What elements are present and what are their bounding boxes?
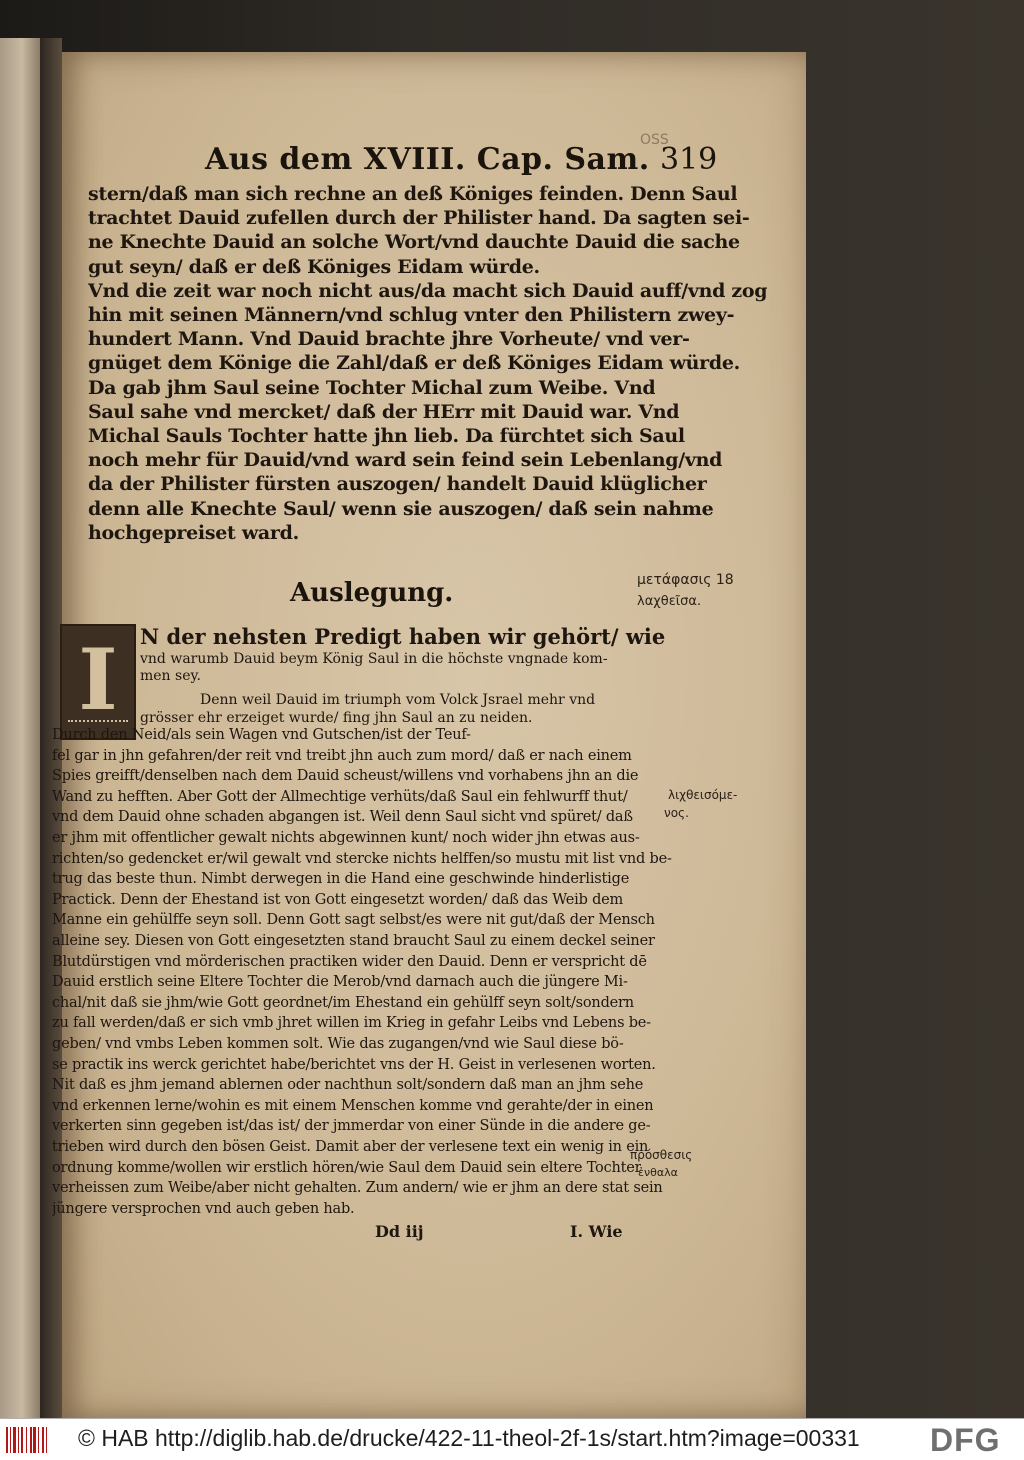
barcode-stripe xyxy=(13,1427,16,1453)
scripture-line: hochgepreiset ward. xyxy=(88,521,299,544)
body-line: fel gar in jhn gefahren/der reit vnd treibt jhn auch zum mord/ daß er nach einem xyxy=(52,747,632,764)
running-head-title: Aus dem XVIII. Cap. Sam. xyxy=(205,142,650,177)
marginal-note: λιχθεισόμε- xyxy=(668,788,738,802)
scripture-line: Da gab jhm Saul seine Tochter Michal zum Weibe. Vnd xyxy=(88,376,656,399)
barcode-stripe xyxy=(6,1427,8,1453)
intro-line: N der nehsten Predigt haben wir gehört/ wie xyxy=(140,624,666,649)
body-line: Blutdürstigen vnd mörderischen practiken wider den Dauid. Denn er verspricht dē xyxy=(52,953,647,970)
body-line: se practik ins werck gerichtet habe/berichtet vns der H. Geist in verlesenen worten. xyxy=(52,1056,656,1073)
scripture-line: denn alle Knechte Saul/ wenn sie auszogen/ daß sein nahme xyxy=(88,497,714,520)
marginal-note: πρόσθεσις xyxy=(630,1148,693,1162)
scripture-line: Saul sahe vnd mercket/ daß der HErr mit Dauid war. Vnd xyxy=(88,400,680,423)
scripture-line: da der Philister fürsten auszogen/ handelt Dauid klüglicher xyxy=(88,473,707,496)
scripture-line: gut seyn/ daß er deß Königes Eidam würde. xyxy=(88,255,540,278)
body-line: verheissen zum Weibe/aber nicht gehalten. Zum andern/ wie er jhm an dere stat sein xyxy=(52,1180,663,1197)
barcode-stripe xyxy=(10,1427,11,1453)
barcode-stripe xyxy=(21,1427,23,1453)
body-line: alleine sey. Diesen von Gott eingesetzten stand braucht Saul zu einem deckel seiner xyxy=(52,933,655,949)
body-line: Wand zu hefften. Aber Gott der Allmechtige verhüts/daß Saul ein fehlwurff thut/ xyxy=(52,788,628,805)
barcode-stripe xyxy=(46,1427,47,1453)
scripture-line: gnüget dem Könige die Zahl/daß er deß Königes Eidam würde. xyxy=(88,352,740,375)
decorated-initial xyxy=(60,624,136,740)
body-line: geben/ vnd vmbs Leben kommen solt. Wie das zugangen/vnd wie Saul diese bö- xyxy=(52,1036,624,1052)
body-line: vnd erkennen lerne/wohin es mit einem Menschen komme vnd gerahte/der in einen xyxy=(52,1097,654,1114)
left-page-edge xyxy=(0,38,40,1418)
body-line: trug das beste thun. Nimbt derwegen in die Hand eine geschwinde hinderlistige xyxy=(52,871,630,888)
marginal-note: μετάφασις 18 xyxy=(637,572,734,588)
intro-line: Denn weil Dauid im triumph vom Volck Jsrael mehr vnd xyxy=(200,692,596,708)
body-line: trieben wird durch den bösen Geist. Damit aber der verlesene text ein wenig in ein xyxy=(52,1139,649,1155)
scripture-line: Michal Sauls Tochter hatte jhn lieb. Da fürchtet sich Saul xyxy=(88,425,685,447)
marginal-note: λαχθεῖσα. xyxy=(637,594,702,609)
dfg-logo: DFG xyxy=(930,1422,1001,1458)
running-head xyxy=(205,132,718,186)
scripture-line: ne Knechte Dauid an solche Wort/vnd dauchte Dauid die sache xyxy=(88,231,740,254)
body-line: Spies greifft/denselben nach dem Dauid scheust/willens vnd vorhabens jhn an die xyxy=(52,768,639,785)
scripture-line: stern/daß man sich rechne an deß Königes feinden. Denn Saul xyxy=(88,183,738,205)
body-line: er jhm mit offentlicher gewalt nichts abgewinnen kunt/ noch wider jhn etwas aus- xyxy=(52,830,640,846)
barcode-stripe xyxy=(33,1427,36,1453)
initial-letter: I xyxy=(78,630,118,729)
body-line: Nit daß es jhm jemand ablernen oder nachthun solt/sondern daß man an jhm sehe xyxy=(52,1077,644,1094)
footer-bar xyxy=(0,1418,1024,1460)
barcode-stripe xyxy=(18,1427,19,1453)
body-line: ordnung komme/wollen wir erstlich hören/wie Saul dem Dauid sein eltere Tochter xyxy=(52,1159,642,1176)
pencil-note: OSS xyxy=(640,132,669,148)
barcode-stripe xyxy=(26,1427,27,1453)
page-number: 319 xyxy=(660,142,718,177)
barcode-stripe xyxy=(38,1427,39,1453)
intro-line: vnd warumb Dauid beym König Saul in die höchste vngnade kom- xyxy=(140,651,608,667)
catchword: I. Wie xyxy=(570,1222,623,1241)
copyright-url[interactable]: © HAB http://diglib.hab.de/drucke/422-11-theol-2f-1s/start.htm?image=00331 xyxy=(78,1425,860,1451)
body-line: verkerten sinn gegeben ist/das ist/ der jmmerdar von einer Sünde in die andere ge- xyxy=(52,1118,651,1135)
body-line: Manne ein gehülffe seyn soll. Denn Gott sagt selbst/es were nit gut/daß der Mensch xyxy=(52,912,655,929)
intro-line: men sey. xyxy=(140,668,201,684)
scripture-line: hundert Mann. Vnd Dauid brachte jhre Vorheute/ vnd ver- xyxy=(88,328,690,351)
body-line: vnd dem Dauid ohne schaden abgangen ist. Weil denn Saul sicht vnd spüret/ daß xyxy=(52,809,633,826)
section-heading: Auslegung. xyxy=(290,578,454,608)
scripture-line: trachtet Dauid zufellen durch der Philister hand. Da sagten sei- xyxy=(88,207,750,230)
marginal-note: ἐνθαλα xyxy=(638,1166,678,1179)
marginal-note: νος. xyxy=(664,806,689,820)
scripture-line: Vnd die zeit war noch nicht aus/da macht sich Dauid auff/vnd zog xyxy=(88,279,768,302)
scripture-line: noch mehr für Dauid/vnd ward sein feind sein Lebenlang/vnd xyxy=(88,449,723,472)
intro-line: grösser ehr erzeiget wurde/ fing jhn Saul an zu neiden. xyxy=(140,710,533,726)
body-line: richten/so gedencket er/wil gewalt vnd stercke nichts helffen/so mustu mit list vnd be- xyxy=(52,850,672,867)
body-line: zu fall werden/daß er sich vmb jhret willen im Krieg in gefahr Leibs vnd Lebens be- xyxy=(52,1015,651,1032)
body-line: Dauid erstlich seine Eltere Tochter die Merob/vnd darnach auch die jüngere Mi- xyxy=(52,974,628,991)
barcode-icon xyxy=(6,1427,48,1453)
body-line: jüngere versprochen vnd auch geben hab. xyxy=(52,1200,355,1217)
body-line: Durch den Neid/als sein Wagen vnd Gutschen/ist der Teuf- xyxy=(52,727,471,743)
signature-mark: Dd iij xyxy=(375,1222,424,1241)
body-line: Practick. Denn der Ehestand ist von Gott eingesetzt worden/ daß das Weib dem xyxy=(52,891,624,908)
barcode-stripe xyxy=(30,1427,32,1453)
barcode-stripe xyxy=(42,1427,44,1453)
scripture-line: hin mit seinen Männern/vnd schlug vnter den Philistern zwey- xyxy=(88,304,735,326)
body-line: chal/nit daß sie jhm/wie Gott geordnet/im Ehestand ein gehülff seyn solt/sondern xyxy=(52,994,634,1011)
